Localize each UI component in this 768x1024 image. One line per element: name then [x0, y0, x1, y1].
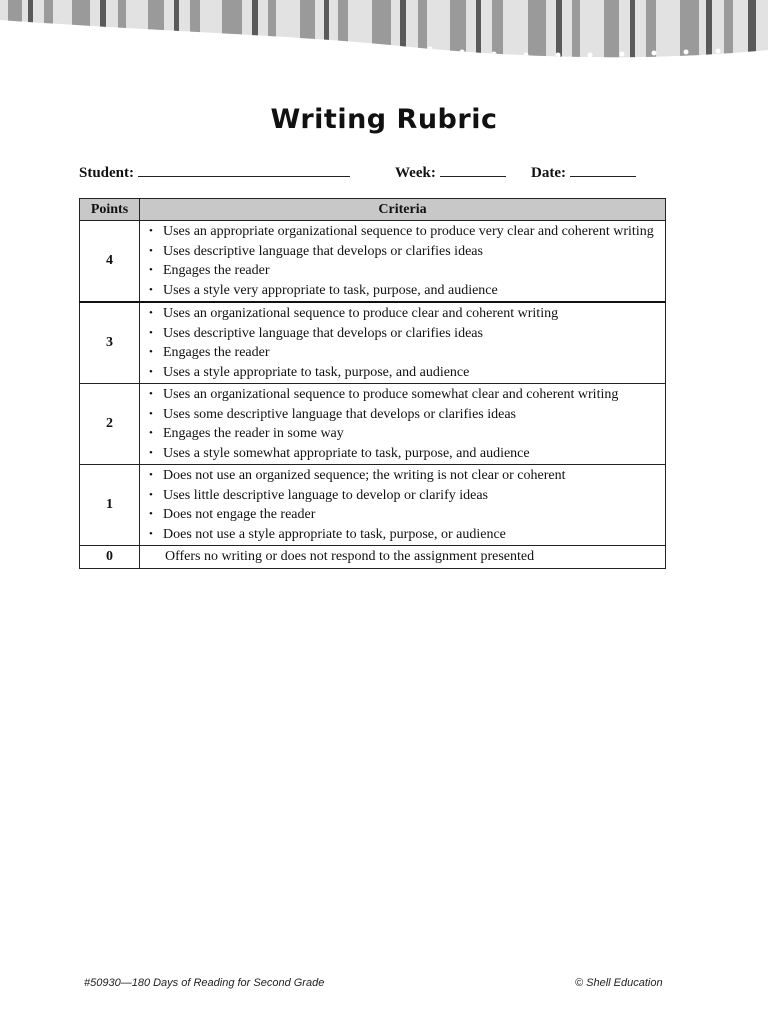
date-blank[interactable] [570, 162, 636, 177]
points-cell: 0 [80, 546, 140, 569]
table-row [80, 465, 666, 546]
points-cell: 1 [80, 465, 140, 546]
points-cell: 3 [80, 302, 140, 384]
criteria-item: • Uses some descriptive language that develops or clarifies ideas [163, 405, 659, 425]
criteria-item: • Uses little descriptive language to develop or clarify ideas [163, 486, 659, 506]
criteria-item: • Engages the reader [163, 261, 659, 281]
criteria-item: • Uses an organizational sequence to produce somewhat clear and coherent writing [163, 385, 659, 405]
criteria-item: • Uses a style somewhat appropriate to task, purpose, and audience [163, 444, 659, 464]
table-row [80, 221, 666, 303]
page-title: Writing Rubric [270, 104, 498, 135]
criteria-item: • Does not engage the reader [163, 505, 659, 525]
student-field[interactable] [79, 162, 350, 182]
table-row [80, 302, 666, 384]
week-label: Week: [395, 165, 436, 181]
points-header: Points [80, 199, 140, 221]
criteria-header: Criteria [140, 199, 666, 221]
criteria-cell [140, 465, 666, 546]
week-blank[interactable] [440, 162, 506, 177]
table-row [80, 546, 666, 569]
points-cell: 4 [80, 221, 140, 303]
criteria-cell [140, 546, 666, 569]
criteria-list [140, 303, 665, 383]
week-field[interactable] [395, 162, 506, 182]
criteria-list [140, 221, 665, 301]
table-row [80, 384, 666, 465]
rubric-table [79, 198, 666, 569]
criteria-item: • Uses an appropriate organizational sequence to produce very clear and coherent writing [163, 222, 659, 242]
footer-copyright: © Shell Education [575, 977, 663, 989]
criteria-cell [140, 302, 666, 384]
criteria-item: • Uses a style very appropriate to task, purpose, and audience [163, 281, 659, 301]
date-field[interactable] [531, 162, 636, 182]
criteria-item: Offers no writing or does not respond to the assignment presented [165, 549, 535, 564]
criteria-list [140, 465, 665, 545]
criteria-item: • Does not use an organized sequence; the writing is not clear or coherent [163, 466, 659, 486]
criteria-item: • Uses descriptive language that develops or clarifies ideas [163, 242, 659, 262]
date-label: Date: [531, 165, 566, 181]
criteria-item: • Uses a style appropriate to task, purpose, and audience [163, 363, 659, 383]
criteria-item: • Does not use a style appropriate to task, purpose, or audience [163, 525, 659, 545]
criteria-item: • Engages the reader in some way [163, 424, 659, 444]
criteria-cell [140, 221, 666, 303]
table-header-row [80, 199, 666, 221]
student-blank[interactable] [138, 162, 350, 177]
student-label: Student: [79, 165, 135, 181]
criteria-list [140, 384, 665, 464]
criteria-item: • Engages the reader [163, 343, 659, 363]
criteria-item: • Uses descriptive language that develops or clarifies ideas [163, 324, 659, 344]
criteria-cell [140, 384, 666, 465]
footer-product-code: #50930—180 Days of Reading for Second Grade [84, 977, 325, 989]
criteria-item: • Uses an organizational sequence to produce clear and coherent writing [163, 304, 659, 324]
decorative-banner [0, 0, 768, 70]
points-cell: 2 [80, 384, 140, 465]
